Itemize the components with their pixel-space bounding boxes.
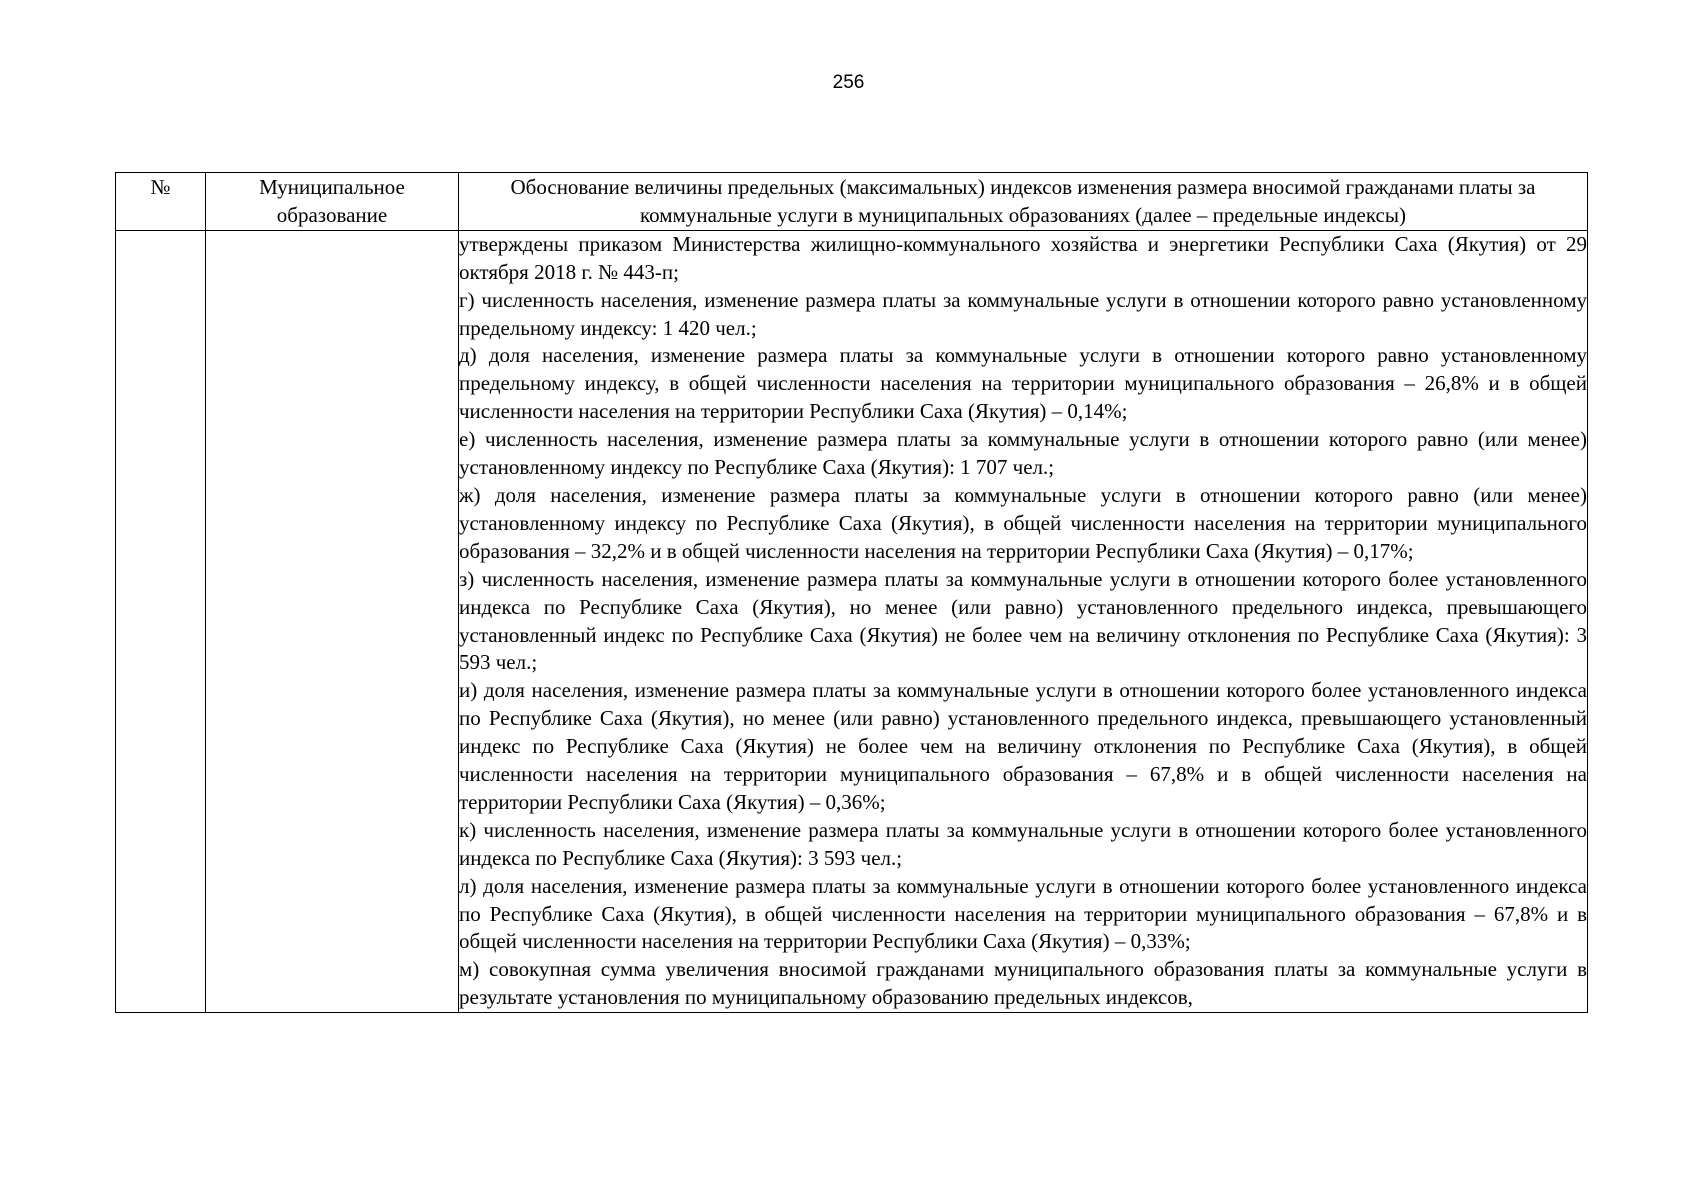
header-number: № xyxy=(116,173,206,231)
paragraph-g: г) численность населения, изменение размера платы за коммунальные услуги в отношении которого равно установленному предельному индексу: 1 420 чел.; xyxy=(459,287,1587,340)
paragraph-zh: ж) доля населения, изменение размера платы за коммунальные услуги в отношении которого равно (или менее) установленному индексу по Республике Саха (Якутия), в общей численности населения на территории муниципального образования – 32,2% и в общей численности населения на территории Республики Саха (Якутия) – 0,17%; xyxy=(459,482,1587,563)
paragraph-m: м) совокупная сумма увеличения вносимой гражданами муниципального образования платы за коммунальные услуги в результате установления по муниципальному образованию предельных индексов, xyxy=(459,957,1587,1010)
cell-justification xyxy=(459,230,1588,1012)
table-header-row xyxy=(116,173,1588,231)
cell-municipality xyxy=(206,230,459,1012)
cell-number xyxy=(116,230,206,1012)
paragraph-d: д) доля населения, изменение размера платы за коммунальные услуги в отношении которого равно установленному предельному индексу, в общей численности населения на территории муниципального образования – 26,8% и в общей численности населения на территории Республики Саха (Якутия) – 0,14%; xyxy=(459,343,1587,424)
paragraph-i: и) доля населения, изменение размера платы за коммунальные услуги в отношении которого более установленного индекса по Республике Саха (Якутия), но менее (или равно) установленного предельного индекса, превышающего установленный индекс по Республике Саха (Якутия) не более чем на величину отклонения по Республике Саха (Якутия), в общей численности населения на территории муниципального образования – 67,8% и в общей численности населения на территории Республики Саха (Якутия) – 0,36%; xyxy=(459,678,1587,814)
table-row xyxy=(116,230,1588,1012)
paragraph-z: з) численность населения, изменение размера платы за коммунальные услуги в отношении которого более установленного индекса по Республике Саха (Якутия), но менее (или равно) установленного предельного индекса, превышающего установленный индекс по Республике Саха (Якутия) не более чем на величину отклонения по Республике Саха (Якутия): 3 593 чел.; xyxy=(459,566,1587,675)
header-justification: Обоснование величины предельных (максимальных) индексов изменения размера вносимой гражданами платы за коммунальные услуги в муниципальных образованиях (далее – предельные индексы) xyxy=(459,173,1588,231)
page-number: 256 xyxy=(832,72,865,93)
paragraph-l: л) доля населения, изменение размера платы за коммунальные услуги в отношении которого более установленного индекса по Республике Саха (Якутия), в общей численности населения на территории муниципального образования – 67,8% и в общей численности населения на территории Республики Саха (Якутия) – 0,33%; xyxy=(459,873,1587,954)
paragraph-k: к) численность населения, изменение размера платы за коммунальные услуги в отношении которого более установленного индекса по Республике Саха (Якутия): 3 593 чел.; xyxy=(459,817,1587,870)
justification-table xyxy=(115,172,1588,1013)
paragraph-approved-by-order: утверждены приказом Министерства жилищно-коммунального хозяйства и энергетики Республики Саха (Якутия) от 29 октября 2018 г. № 443-п; xyxy=(459,231,1587,284)
header-municipality: Муниципальное образование xyxy=(206,173,459,231)
paragraph-e: е) численность населения, изменение размера платы за коммунальные услуги в отношении которого равно (или менее) установленному индексу по Республике Саха (Якутия): 1 707 чел.; xyxy=(459,427,1587,480)
